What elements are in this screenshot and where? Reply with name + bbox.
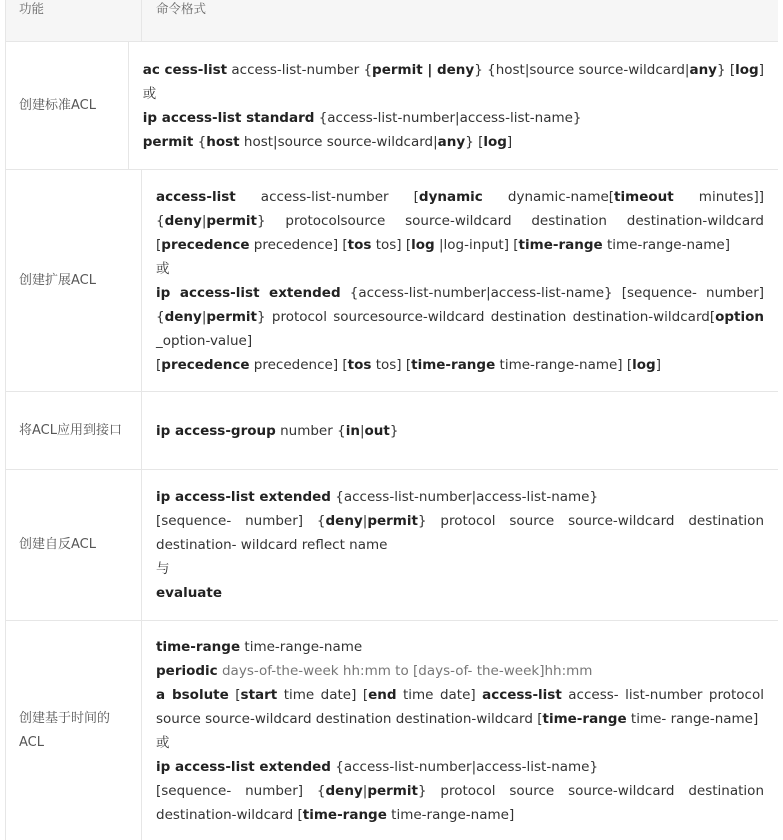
row-command-cell: [142, 170, 778, 391]
header-cmd: 命令格式: [156, 1, 207, 16]
command-line: [143, 58, 764, 82]
command-line: a bsolute [start time date] [end time date] access-list access- list-number protocol: [156, 686, 764, 703]
cmd-frag: ac cess-list access-list-number {permit | deny} {host|source source-wildcard|any} [log]: [142, 61, 764, 78]
table-row: [5, 170, 778, 392]
table-row: [5, 392, 778, 470]
header-func: 功能: [5, 0, 142, 41]
table-header-row: [5, 0, 778, 42]
table-row: [5, 42, 778, 170]
or-separator: 或: [156, 734, 170, 751]
command-line: access-list access-list-number [dynamic dynamic-name[timeout minutes]]: [156, 188, 764, 205]
row-command-cell: [142, 392, 778, 469]
row-func-label: 创建扩展ACL: [5, 170, 142, 391]
command-line: destination- wildcard reflect name: [156, 537, 388, 553]
command-line: [sequence- number] {deny|permit} protocol source source-wildcard destination: [156, 782, 764, 799]
row-func-label: 创建基于时间的ACL: [5, 621, 142, 840]
row-command-cell: [142, 470, 778, 620]
command-line: source source-wildcard destination destination-wildcard [time-range time- range-name]: [156, 710, 759, 727]
or-separator: 或: [156, 260, 170, 277]
command-line: {deny|permit} protocolsource source-wildcard destination destination-wildcard: [156, 212, 764, 229]
row-command-cell: [129, 42, 778, 169]
cmd-frag: ip access-list standard {access-list-number|access-list-name}: [142, 109, 582, 126]
command-line: [precedence precedence] [tos tos] [log |log-input] [time-range time-range-name]: [156, 236, 730, 253]
command-line: [143, 130, 764, 154]
command-line: time-range time-range-name: [156, 638, 363, 655]
or-separator: 或: [142, 85, 157, 102]
evaluate-keyword: evaluate: [156, 585, 223, 601]
table-left-border: [5, 0, 6, 840]
command-line: {deny|permit} protocol sourcesource-wildcard destination destination-wildcard[option: [156, 308, 764, 325]
command-line: ip access-list extended {access-list-number|access-list-name} [sequence- number]: [156, 284, 765, 301]
command-line: ip access-list extended {access-list-number|access-list-name}: [156, 758, 599, 775]
command-line: _option-value]: [156, 332, 253, 349]
and-separator: 与: [156, 561, 170, 577]
command-line: [precedence precedence] [tos tos] [time-range time-range-name] [log]: [156, 356, 661, 373]
command-line: periodic days-of-the-week hh:mm to [days-of- the-week]hh:mm: [156, 662, 593, 679]
command-line: [143, 106, 764, 130]
command-line: ip access-list extended {access-list-number|access-list-name}: [156, 489, 599, 505]
table-row: [5, 621, 778, 840]
command-line: destination-wildcard [time-range time-range-name]: [156, 806, 515, 823]
table-row: [5, 470, 778, 621]
acl-command-table: [5, 0, 778, 840]
row-command-cell: [142, 621, 778, 840]
command-line: [sequence- number] {deny|permit} protocol source source-wildcard destination: [156, 513, 764, 529]
cmd-frag: permit {host host|source source-wildcard|any} [log]: [142, 133, 513, 150]
row-func-label: 创建自反ACL: [5, 470, 142, 620]
command-line: ip access-group number {in|out}: [156, 422, 399, 439]
row-func-label: 创建标准ACL: [5, 42, 129, 169]
command-line: [156, 581, 764, 605]
row-func-label: 将ACL应用到接口: [5, 392, 142, 469]
